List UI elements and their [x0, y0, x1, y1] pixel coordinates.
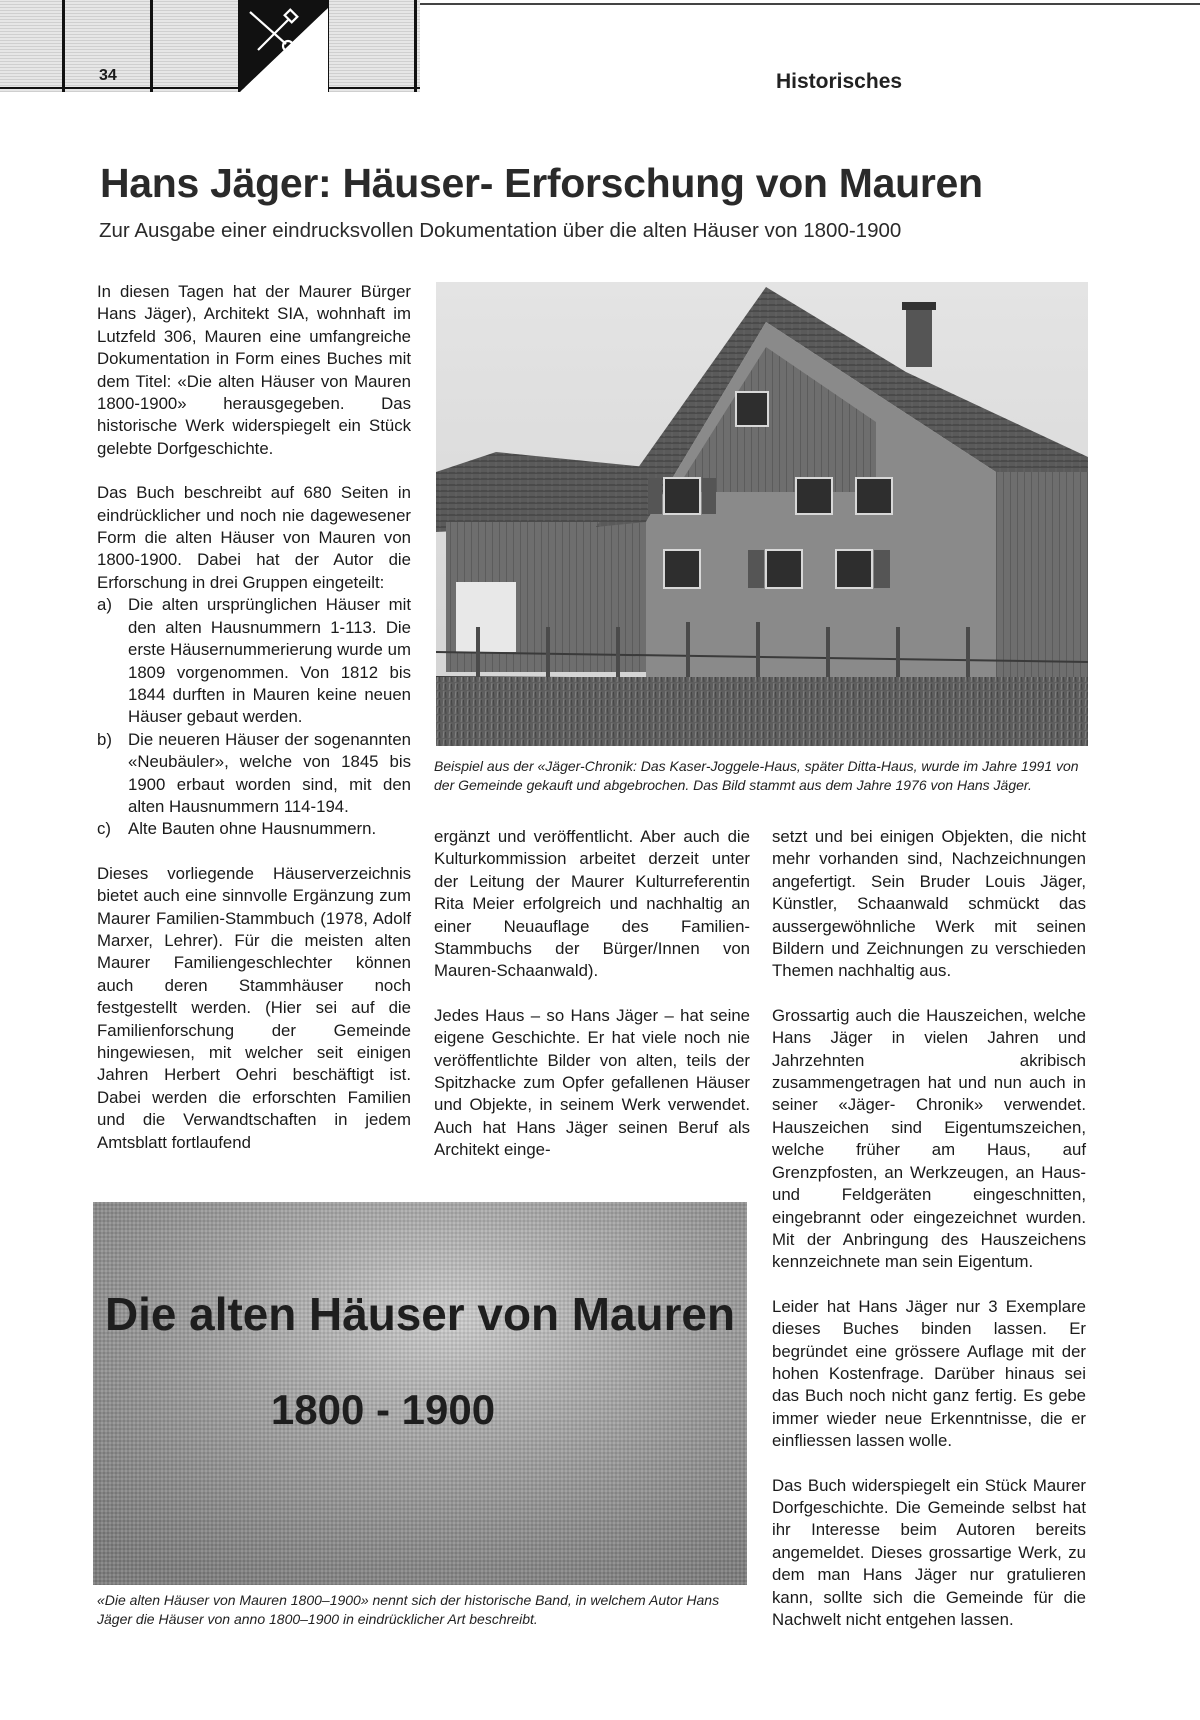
- header-rule: [62, 0, 65, 92]
- header-top-rule: [420, 3, 1200, 5]
- book-cover-title: Die alten Häuser von Mauren: [105, 1288, 735, 1340]
- paragraph: setzt und bei einigen Objekten, die nicht mehr vorhanden sind, Nachzeichnungen angefertigt. Sein Bruder Louis Jäger, Künstler, Schaanwald schmückt das aussergewöhnliche Werk mit seinen Bildern und Zeichnungen zu verschieden Themen nachhaltig aus.: [772, 827, 1086, 981]
- house-photo: [436, 282, 1088, 746]
- paragraph: Leider hat Hans Jäger nur 3 Exemplare dieses Buches binden lassen. Er begründet eine grössere Auflage mit der hohen Kostenfrage. Darüber hinaus sei das Buch noch nicht ganz fertig. Es gebe immer wieder neue Erkenntnisse, die er einfliessen lassen wolle.: [772, 1296, 1086, 1451]
- house-caption: Beispiel aus der «Jäger-Chronik: Das Kaser-Joggele-Haus, später Ditta-Haus, wurde im Jahre 1991 von der Gemeinde gekauft und abgebrochen. Das Bild stammt aus dem Jahre 1976 von Hans Jäger.: [434, 758, 1079, 793]
- book-cover-photo: [93, 1202, 747, 1585]
- list-item: b) Die neueren Häuser der sogenannten «Neubäuler», welche von 1845 bis 1900 erbaut worden sind, mit den alten Hausnummern 114-194.: [97, 729, 411, 816]
- column-2: [434, 826, 750, 1184]
- list-item: a) Die alten ursprünglichen Häuser mit den alten Hausnummern 1-113. Die erste Häusernummerierung wurde um 1809 vorgenommen. Von 1812 bis 1844 durften in Mauren keine neuen Häuser gebaut werden.: [97, 595, 411, 727]
- paragraph: Das Buch widerspiegelt ein Stück Maurer Dorfgeschichte. Die Gemeinde selbst hat ihr Interesse beim Autoren bereits angemeldet. Dieses grossartige Werk, zu dem man Hans Jäger nur gratulieren kann, sollte sich die Gemeinde für die Nachwelt nicht entgehen lassen.: [772, 1475, 1086, 1629]
- article-subtitle: Zur Ausgabe einer eindrucksvollen Dokumentation über die alten Häuser von 1800-1900: [99, 219, 902, 242]
- header-rule: [414, 0, 417, 92]
- group-list: [97, 594, 411, 840]
- crossed-tools-icon: [240, 0, 328, 92]
- column-3: [772, 826, 1086, 1653]
- header-baseline: [0, 87, 420, 89]
- paragraph: Grossartig auch die Hauszeichen, welche Hans Jäger in vielen Jahren und Jahrzehnten akribisch zusammengetragen hat und nun auch in seiner «Jäger- Chronik» verwendet. Hauszeichen sind Eigentumszeichen, welche früher am Haus, auf Grenzpfosten, an Werkzeugen, an Haus- und Feldgeräten eingeschnitten, eingebrannt oder eingezeichnet wurden. Mit der Anbringung des Hauszeichens kennzeichnete man sein Eigentum.: [772, 1005, 1086, 1272]
- paragraph: Jedes Haus – so Hans Jäger – hat seine eigene Geschichte. Er hat viele noch nie veröffentlichte Bilder von alten, teils der Spitzhacke zum Opfer gefallenen Häuser und Objekte, in seinem Werk verwendet. Auch hat Hans Jäger seinen Beruf als Architekt einge-: [434, 1005, 750, 1160]
- paragraph: Dieses vorliegende Häuserverzeichnis bietet auch eine sinnvolle Ergänzung zum Maurer Familien-Stammbuch (1978, Adolf Marxer, Lehrer). Für die meisten alten Maurer Familiengeschlechter können auch deren Stammhäuser noch festgestellt werden. (Hier sei auf die Familienforschung der Gemeinde hingewiesen, mit welcher seit einigen Jahren Herbert Oehri beschäftigt ist. Dabei werden die erforschten Familien und die Verwandtschaften in jedem Amtsblatt fortlaufend: [97, 863, 411, 1152]
- paragraph: Das Buch beschreibt auf 680 Seiten in eindrücklicher und noch nie dagewesener Form die alten Häuser von Mauren von 1800-1900. Dabei hat der Autor die Erforschung in drei Gruppen eingeteilt:: [97, 483, 411, 592]
- list-item: c) Alte Bauten ohne Hausnummern.: [97, 819, 377, 839]
- article-title: Hans Jäger: Häuser- Erforschung von Mauren: [100, 160, 983, 206]
- book-cover-years: 1800 - 1900: [270, 1386, 496, 1433]
- paragraph: ergänzt und veröffentlicht. Aber auch die Kulturkommission arbeitet derzeit unter der Leitung der Maurer Kulturreferentin Rita Meier erfolgreich und nachhaltig an einer Neuauflage des Familien-Stammbuchs der Bürger/Innen von Mauren-Schaanwald).: [434, 827, 750, 981]
- paragraph: In diesen Tagen hat der Maurer Bürger Hans Jäger), Architekt SIA, wohnhaft im Lutzfeld 306, Mauren eine umfangreiche Dokumentation in Form eines Buches mit dem Titel: «Die alten Häuser von Mauren 1800-1900» herausgegeben. Das historische Werk widerspiegelt ein Stück gelebte Dorfgeschichte.: [97, 282, 411, 458]
- section-title: Historisches: [776, 70, 903, 93]
- page-number: 34: [99, 67, 117, 84]
- book-caption: «Die alten Häuser von Mauren 1800–1900» nennt sich der historische Band, in welchem Autor Hans Jäger die Häuser von anno 1800–1900 in eindrücklicher Art beschreibt.: [97, 1592, 720, 1627]
- column-1: [97, 281, 411, 1176]
- header-rule: [150, 0, 153, 92]
